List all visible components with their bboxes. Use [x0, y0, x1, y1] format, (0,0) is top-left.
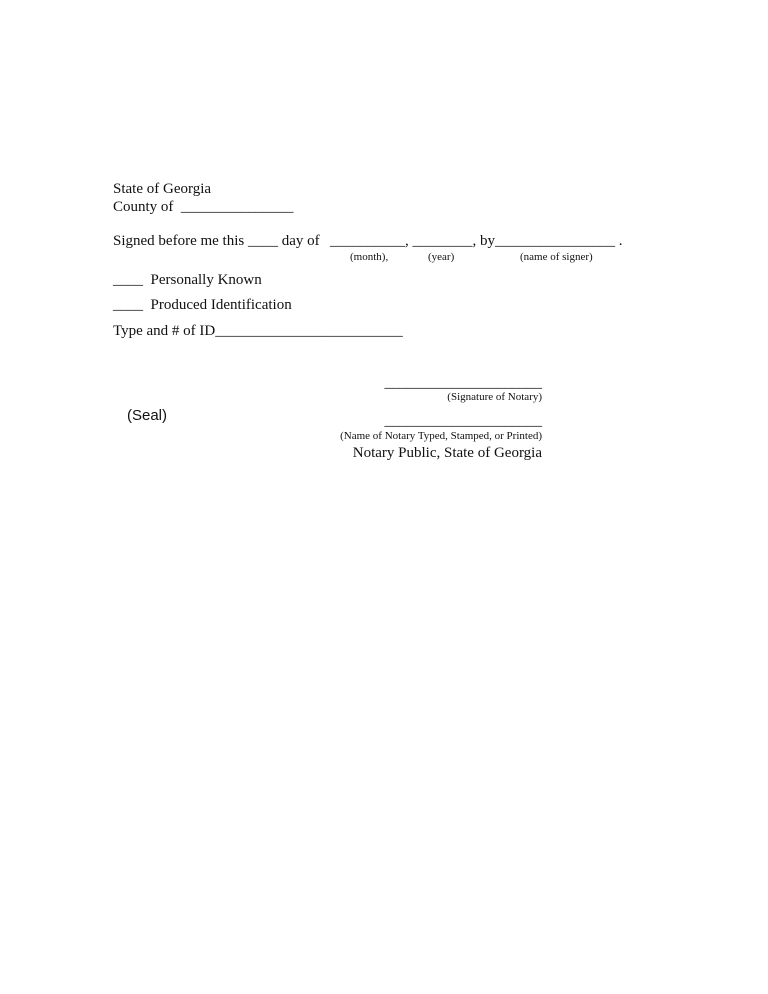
date-and-signer-blanks: __________, ________, by________________ .	[330, 233, 623, 249]
signed-before-me-text: Signed before me this ____ day of	[113, 233, 320, 249]
signer-caption: (name of signer)	[520, 251, 593, 263]
notary-name-line: _____________________	[384, 413, 542, 429]
signature-line: _____________________	[384, 375, 542, 391]
state-line: State of Georgia	[113, 181, 212, 197]
notary-name-caption: (Name of Notary Typed, Stamped, or Printed)	[340, 430, 542, 442]
county-line: County of _______________	[113, 199, 294, 215]
year-caption: (year)	[428, 251, 455, 263]
personally-known-option: ____ Personally Known	[113, 272, 262, 288]
produced-identification-option: ____ Produced Identification	[113, 297, 292, 313]
month-caption: (month),	[350, 251, 389, 263]
signature-caption: (Signature of Notary)	[447, 391, 542, 403]
type-of-id-line: Type and # of ID_________________________	[113, 323, 403, 339]
seal-label: (Seal)	[127, 407, 168, 424]
notary-title: Notary Public, State of Georgia	[352, 445, 542, 461]
